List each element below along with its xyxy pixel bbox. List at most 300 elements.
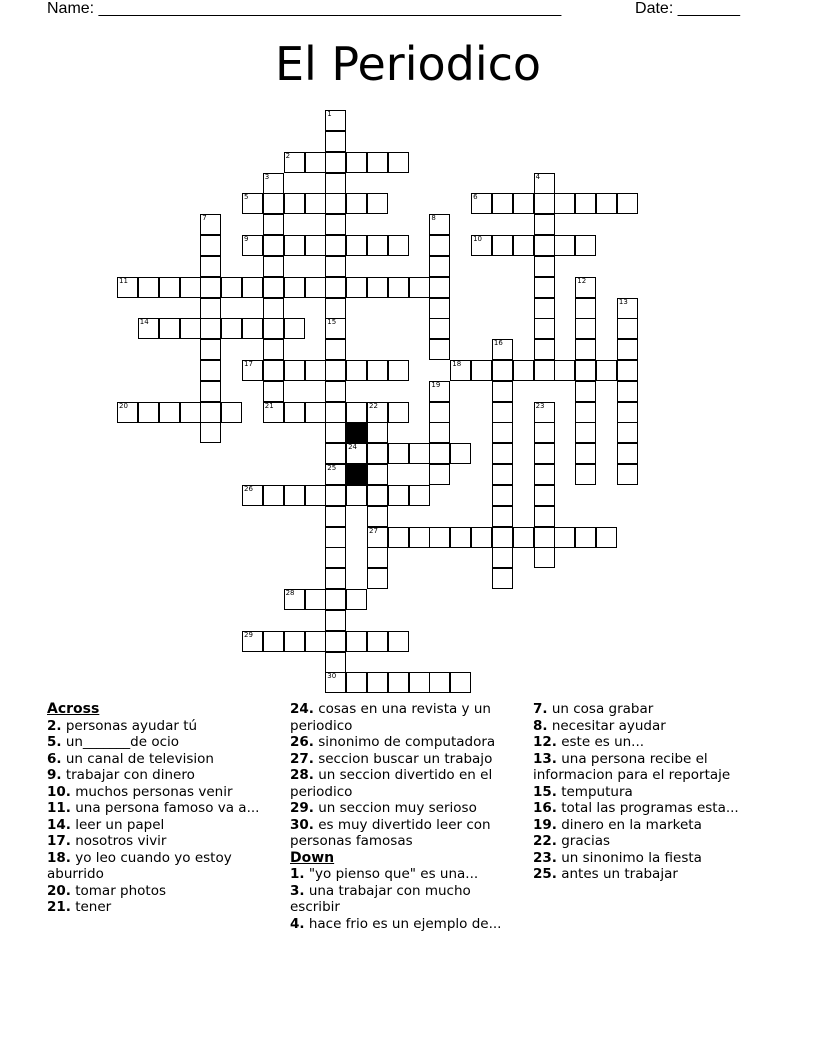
grid-cell[interactable] xyxy=(575,464,596,485)
grid-cell[interactable] xyxy=(180,402,201,423)
across-clue-list xyxy=(47,718,277,916)
grid-cell[interactable] xyxy=(617,360,638,381)
grid-cell[interactable] xyxy=(325,277,346,298)
clue-number: 13 xyxy=(618,297,628,306)
clue-item xyxy=(47,899,277,916)
grid-cell[interactable] xyxy=(429,214,450,235)
clue-item-number: 26. xyxy=(290,734,314,750)
clue-number: 15 xyxy=(327,318,337,327)
clue-item xyxy=(47,718,277,735)
grid-cell[interactable] xyxy=(263,214,284,235)
grid-cell[interactable] xyxy=(450,672,471,693)
clue-number: 17 xyxy=(244,360,253,368)
grid-cell[interactable] xyxy=(159,402,180,423)
grid-cell[interactable] xyxy=(242,318,263,339)
grid-cell[interactable] xyxy=(534,485,555,506)
grid-cell[interactable] xyxy=(242,193,263,214)
grid-cell[interactable] xyxy=(117,402,138,423)
clue-item-number: 4. xyxy=(290,915,305,932)
clue-number: 5 xyxy=(244,193,249,202)
clue-item xyxy=(533,850,773,867)
clue-item-text: trabajar con dinero xyxy=(61,767,195,783)
grid-cell[interactable] xyxy=(242,235,263,256)
grid-cell[interactable] xyxy=(263,381,284,402)
grid-cell[interactable] xyxy=(284,318,305,339)
grid-cell[interactable] xyxy=(242,277,263,298)
grid-cell[interactable] xyxy=(325,131,346,152)
clue-item-text: un canal de television xyxy=(61,750,214,767)
grid-cell[interactable] xyxy=(617,381,638,402)
grid-cell[interactable] xyxy=(450,360,471,381)
grid-cell[interactable] xyxy=(596,527,617,548)
grid-cell[interactable] xyxy=(325,318,346,339)
grid-cell[interactable] xyxy=(284,589,305,610)
clue-item xyxy=(47,833,277,850)
grid-cell[interactable] xyxy=(117,277,138,298)
grid-cell[interactable] xyxy=(200,402,221,423)
grid-cell[interactable] xyxy=(242,360,263,381)
grid-cell[interactable] xyxy=(450,527,471,548)
grid-cell[interactable] xyxy=(284,631,305,652)
clue-item xyxy=(290,701,522,734)
grid-cell[interactable] xyxy=(325,214,346,235)
grid-cell[interactable] xyxy=(325,256,346,277)
grid-cell[interactable] xyxy=(429,464,450,485)
grid-cell[interactable] xyxy=(492,422,513,443)
grid-cell[interactable] xyxy=(346,235,367,256)
grid-cell[interactable] xyxy=(534,235,555,256)
clue-item-text: cosas en una revista y un periodico xyxy=(290,701,491,734)
clue-item-number: 30. xyxy=(290,816,314,833)
grid-cell[interactable] xyxy=(367,568,388,589)
grid-cell[interactable] xyxy=(138,402,159,423)
grid-cell[interactable] xyxy=(513,235,534,256)
grid-cell[interactable] xyxy=(325,339,346,360)
grid-cell[interactable] xyxy=(575,193,596,214)
across-heading: Across xyxy=(47,701,100,717)
grid-cell[interactable] xyxy=(409,485,430,506)
grid-cell[interactable] xyxy=(325,547,346,568)
clue-item-number: 7. xyxy=(533,701,548,717)
grid-cell[interactable] xyxy=(325,568,346,589)
grid-cell[interactable] xyxy=(200,360,221,381)
grid-cell[interactable] xyxy=(554,193,575,214)
grid-cell[interactable] xyxy=(617,298,638,319)
grid-cell[interactable] xyxy=(367,527,388,548)
grid-cell[interactable] xyxy=(492,485,513,506)
clue-item-text: una trabajar con mucho escribir xyxy=(290,882,471,915)
grid-cell[interactable] xyxy=(575,443,596,464)
grid-cell[interactable] xyxy=(305,485,326,506)
clue-number: 22 xyxy=(369,401,378,410)
grid-cell[interactable] xyxy=(534,422,555,443)
grid-cell[interactable] xyxy=(325,527,346,548)
clue-item-text: seccion buscar un trabajo xyxy=(313,750,493,767)
name-field-label[interactable]: Name: ____________________________________________________ xyxy=(47,0,562,17)
grid-cell[interactable] xyxy=(429,402,450,423)
down-clue-list-continued xyxy=(533,701,773,883)
grid-cell[interactable] xyxy=(305,277,326,298)
clue-column-2 xyxy=(290,701,522,932)
grid-cell[interactable] xyxy=(492,402,513,423)
clue-item-text: hace frio es un ejemplo de... xyxy=(304,915,502,932)
grid-cell[interactable] xyxy=(305,193,326,214)
grid-cell[interactable] xyxy=(367,152,388,173)
clue-item-text: "yo pienso que" es una... xyxy=(304,866,479,882)
grid-cell[interactable] xyxy=(200,318,221,339)
clue-number: 6 xyxy=(473,193,478,202)
grid-cell[interactable] xyxy=(263,631,284,652)
grid-cell[interactable] xyxy=(305,631,326,652)
clue-item xyxy=(290,866,522,883)
clue-item xyxy=(47,817,277,834)
grid-cell[interactable] xyxy=(534,464,555,485)
grid-cell[interactable] xyxy=(263,402,284,423)
grid-cell[interactable] xyxy=(534,214,555,235)
grid-cell[interactable] xyxy=(534,193,555,214)
grid-cell[interactable] xyxy=(367,193,388,214)
grid-cell[interactable] xyxy=(450,443,471,464)
grid-cell[interactable] xyxy=(492,193,513,214)
grid-cell[interactable] xyxy=(284,235,305,256)
grid-cell[interactable] xyxy=(575,422,596,443)
clue-item-number: 14. xyxy=(47,816,71,833)
grid-cell[interactable] xyxy=(388,235,409,256)
down-clue-list xyxy=(290,866,522,932)
grid-cell[interactable] xyxy=(575,277,596,298)
grid-cell[interactable] xyxy=(346,672,367,693)
grid-cell[interactable] xyxy=(305,402,326,423)
grid-cell[interactable] xyxy=(367,485,388,506)
grid-cell[interactable] xyxy=(325,672,346,693)
grid-cell[interactable] xyxy=(263,235,284,256)
grid-cell[interactable] xyxy=(346,443,367,464)
grid-cell[interactable] xyxy=(554,527,575,548)
grid-cell[interactable] xyxy=(492,568,513,589)
grid-cell[interactable] xyxy=(534,443,555,464)
grid-cell[interactable] xyxy=(409,443,430,464)
grid-cell[interactable] xyxy=(325,402,346,423)
grid-cell[interactable] xyxy=(325,110,346,131)
grid-cell[interactable] xyxy=(325,485,346,506)
grid-cell[interactable] xyxy=(596,193,617,214)
grid-cell[interactable] xyxy=(325,173,346,194)
grid-cell[interactable] xyxy=(200,214,221,235)
grid-cell[interactable] xyxy=(513,527,534,548)
clue-item-text: tener xyxy=(70,899,112,915)
grid-cell[interactable] xyxy=(388,631,409,652)
grid-cell[interactable] xyxy=(200,298,221,319)
grid-cell[interactable] xyxy=(263,485,284,506)
clue-number: 26 xyxy=(244,484,253,493)
grid-cell[interactable] xyxy=(180,318,201,339)
grid-cell[interactable] xyxy=(325,152,346,173)
grid-cell[interactable] xyxy=(367,277,388,298)
clue-number: 16 xyxy=(493,339,503,348)
clue-item xyxy=(47,734,277,751)
clue-item xyxy=(533,800,773,817)
grid-cell[interactable] xyxy=(242,631,263,652)
grid-cell[interactable] xyxy=(429,672,450,693)
grid-cell[interactable] xyxy=(346,277,367,298)
grid-cell[interactable] xyxy=(284,277,305,298)
grid-cell[interactable] xyxy=(263,277,284,298)
grid-cell[interactable] xyxy=(367,464,388,485)
grid-cell[interactable] xyxy=(429,277,450,298)
grid-cell[interactable] xyxy=(325,610,346,631)
clue-item-text: sinonimo de computadora xyxy=(313,734,496,750)
grid-cell[interactable] xyxy=(492,360,513,381)
grid-cell[interactable] xyxy=(325,298,346,319)
grid-cell[interactable] xyxy=(534,506,555,527)
grid-cell[interactable] xyxy=(596,360,617,381)
grid-cell[interactable] xyxy=(492,547,513,568)
clue-item xyxy=(533,784,773,801)
grid-cell[interactable] xyxy=(325,631,346,652)
clue-item-number: 15. xyxy=(533,783,557,800)
clue-number: 7 xyxy=(202,214,207,223)
clue-item-text: necesitar ayudar xyxy=(547,717,666,734)
grid-cell[interactable] xyxy=(429,256,450,277)
date-field-label[interactable]: Date: _______ xyxy=(635,0,740,17)
grid-cell[interactable] xyxy=(492,506,513,527)
grid-cell[interactable] xyxy=(263,318,284,339)
grid-cell[interactable] xyxy=(284,152,305,173)
clue-number: 29 xyxy=(244,630,253,639)
grid-cell[interactable] xyxy=(534,318,555,339)
grid-cell[interactable] xyxy=(575,381,596,402)
grid-cell[interactable] xyxy=(534,339,555,360)
grid-cell[interactable] xyxy=(200,339,221,360)
grid-cell[interactable] xyxy=(471,193,492,214)
grid-cell[interactable] xyxy=(471,360,492,381)
grid-cell[interactable] xyxy=(346,360,367,381)
grid-cell[interactable] xyxy=(180,277,201,298)
grid-cell[interactable] xyxy=(492,443,513,464)
grid-cell[interactable] xyxy=(221,318,242,339)
grid-cell[interactable] xyxy=(409,277,430,298)
grid-cell[interactable] xyxy=(200,277,221,298)
grid-cell[interactable] xyxy=(492,464,513,485)
clue-number: 20 xyxy=(119,401,128,410)
grid-cell[interactable] xyxy=(429,298,450,319)
clue-item xyxy=(290,751,522,768)
grid-cell[interactable] xyxy=(388,152,409,173)
clue-number: 28 xyxy=(285,589,295,598)
grid-cell[interactable] xyxy=(575,339,596,360)
grid-cell[interactable] xyxy=(513,193,534,214)
grid-cell[interactable] xyxy=(263,360,284,381)
grid-cell[interactable] xyxy=(513,360,534,381)
grid-cell[interactable] xyxy=(325,381,346,402)
grid-cell[interactable] xyxy=(159,277,180,298)
grid-cell[interactable] xyxy=(200,381,221,402)
grid-cell[interactable] xyxy=(138,318,159,339)
grid-cell[interactable] xyxy=(367,360,388,381)
grid-cell[interactable] xyxy=(305,589,326,610)
grid-cell[interactable] xyxy=(617,402,638,423)
grid-cell[interactable] xyxy=(346,402,367,423)
grid-cell[interactable] xyxy=(492,235,513,256)
clue-item xyxy=(47,751,277,768)
grid-cell[interactable] xyxy=(367,631,388,652)
grid-cell[interactable] xyxy=(409,527,430,548)
grid-cell[interactable] xyxy=(367,235,388,256)
grid-cell[interactable] xyxy=(346,631,367,652)
clue-item xyxy=(47,850,277,883)
grid-cell[interactable] xyxy=(534,360,555,381)
grid-cell[interactable] xyxy=(325,360,346,381)
grid-cell[interactable] xyxy=(429,381,450,402)
grid-cell[interactable] xyxy=(325,443,346,464)
grid-cell[interactable] xyxy=(388,402,409,423)
grid-cell[interactable] xyxy=(221,402,242,423)
grid-cell[interactable] xyxy=(617,193,638,214)
grid-cell[interactable] xyxy=(617,339,638,360)
clue-number: 12 xyxy=(577,276,587,285)
grid-cell[interactable] xyxy=(534,547,555,568)
grid-cell[interactable] xyxy=(575,360,596,381)
clue-number: 3 xyxy=(264,172,270,181)
grid-cell[interactable] xyxy=(471,527,492,548)
grid-cell[interactable] xyxy=(534,277,555,298)
grid-cell[interactable] xyxy=(367,422,388,443)
grid-cell[interactable] xyxy=(263,298,284,319)
clue-item-text: un seccion muy serioso xyxy=(313,800,477,816)
grid-cell[interactable] xyxy=(429,339,450,360)
clue-item-number: 22. xyxy=(533,833,557,849)
grid-cell[interactable] xyxy=(554,360,575,381)
clue-item-text: temputura xyxy=(556,783,633,800)
clue-item-text: leer un papel xyxy=(70,816,165,833)
grid-cell[interactable] xyxy=(325,422,346,443)
clue-item-text: tomar photos xyxy=(70,882,167,899)
grid-cell[interactable] xyxy=(429,443,450,464)
grid-cell[interactable] xyxy=(263,339,284,360)
clue-item-text: personas ayudar tú xyxy=(61,717,198,734)
grid-cell[interactable] xyxy=(367,506,388,527)
clue-item xyxy=(47,883,277,900)
grid-cell[interactable] xyxy=(471,235,492,256)
grid-cell[interactable] xyxy=(263,173,284,194)
grid-cell[interactable] xyxy=(429,318,450,339)
grid-cell[interactable] xyxy=(346,193,367,214)
clue-item-text: es muy divertido leer con personas famosas xyxy=(290,816,491,849)
clue-item-number: 3. xyxy=(290,882,305,899)
grid-cell[interactable] xyxy=(325,589,346,610)
clue-item xyxy=(290,767,522,800)
grid-cell[interactable] xyxy=(534,298,555,319)
grid-cell[interactable] xyxy=(367,547,388,568)
grid-cell[interactable] xyxy=(200,256,221,277)
grid-cell[interactable] xyxy=(534,173,555,194)
grid-cell[interactable] xyxy=(367,402,388,423)
grid-cell[interactable] xyxy=(346,589,367,610)
clue-item-text: total las programas esta... xyxy=(556,800,739,816)
clue-item-number: 27. xyxy=(290,750,314,767)
clue-item xyxy=(290,734,522,751)
grid-cell[interactable] xyxy=(200,422,221,443)
grid-cell[interactable] xyxy=(325,652,346,673)
grid-cell[interactable] xyxy=(388,527,409,548)
grid-cell[interactable] xyxy=(284,485,305,506)
grid-cell[interactable] xyxy=(388,672,409,693)
clue-item xyxy=(290,800,522,817)
grid-cell[interactable] xyxy=(284,193,305,214)
grid-cell[interactable] xyxy=(284,360,305,381)
grid-cell[interactable] xyxy=(575,298,596,319)
grid-cell[interactable] xyxy=(138,277,159,298)
grid-cell[interactable] xyxy=(200,235,221,256)
grid-cell[interactable] xyxy=(263,256,284,277)
grid-cell[interactable] xyxy=(617,464,638,485)
black-cell xyxy=(346,464,367,485)
grid-cell[interactable] xyxy=(534,256,555,277)
grid-cell[interactable] xyxy=(388,360,409,381)
grid-cell[interactable] xyxy=(325,506,346,527)
grid-cell[interactable] xyxy=(617,422,638,443)
grid-cell[interactable] xyxy=(263,193,284,214)
grid-cell[interactable] xyxy=(492,381,513,402)
grid-cell[interactable] xyxy=(409,672,430,693)
grid-cell[interactable] xyxy=(534,527,555,548)
grid-cell[interactable] xyxy=(221,277,242,298)
grid-cell[interactable] xyxy=(367,443,388,464)
grid-cell[interactable] xyxy=(617,443,638,464)
clue-item-text: antes un trabajar xyxy=(556,866,678,882)
grid-cell[interactable] xyxy=(575,235,596,256)
grid-cell[interactable] xyxy=(429,235,450,256)
grid-cell[interactable] xyxy=(305,235,326,256)
grid-cell[interactable] xyxy=(429,422,450,443)
clue-item-number: 16. xyxy=(533,800,557,816)
clue-item-text: un_______de ocio xyxy=(61,734,180,750)
grid-cell[interactable] xyxy=(367,672,388,693)
grid-cell[interactable] xyxy=(242,485,263,506)
clue-item-text: yo leo cuando yo estoy aburrido xyxy=(47,849,232,882)
clue-item-number: 23. xyxy=(533,849,557,866)
clue-item-number: 11. xyxy=(47,800,71,816)
grid-cell[interactable] xyxy=(305,360,326,381)
grid-cell[interactable] xyxy=(575,318,596,339)
grid-cell[interactable] xyxy=(284,402,305,423)
clue-item-text: este es un... xyxy=(556,734,645,750)
grid-cell[interactable] xyxy=(388,277,409,298)
grid-cell[interactable] xyxy=(346,152,367,173)
grid-cell[interactable] xyxy=(325,235,346,256)
grid-cell[interactable] xyxy=(617,318,638,339)
grid-cell[interactable] xyxy=(159,318,180,339)
grid-cell[interactable] xyxy=(429,527,450,548)
clue-item xyxy=(533,751,773,784)
grid-cell[interactable] xyxy=(388,443,409,464)
grid-cell[interactable] xyxy=(492,339,513,360)
grid-cell[interactable] xyxy=(325,464,346,485)
grid-cell[interactable] xyxy=(554,235,575,256)
grid-cell[interactable] xyxy=(534,402,555,423)
clue-item-number: 21. xyxy=(47,899,71,915)
grid-cell[interactable] xyxy=(575,402,596,423)
grid-cell[interactable] xyxy=(305,152,326,173)
grid-cell[interactable] xyxy=(346,485,367,506)
clue-item-text: gracias xyxy=(556,833,611,849)
clue-item xyxy=(47,800,277,817)
grid-cell[interactable] xyxy=(325,193,346,214)
grid-cell[interactable] xyxy=(492,527,513,548)
grid-cell[interactable] xyxy=(388,485,409,506)
clue-column-1 xyxy=(47,701,277,916)
grid-cell[interactable] xyxy=(575,527,596,548)
